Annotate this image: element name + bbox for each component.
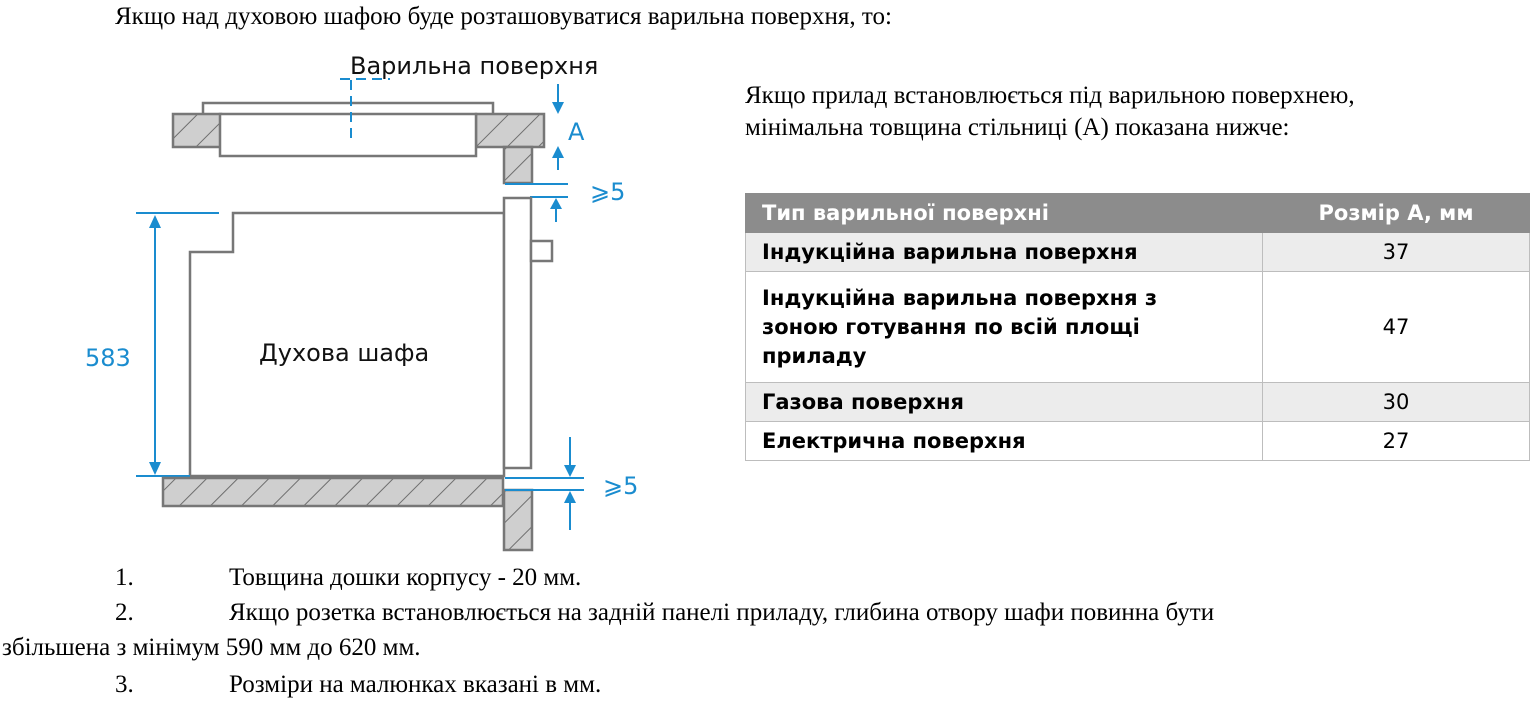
dim-gap-bottom-arrow-bottom: [564, 491, 576, 503]
note-2-number: 2.: [115, 599, 134, 626]
table-row: [746, 383, 1530, 422]
note-2-continuation: збільшена з мінімум 590 мм до 620 мм.: [2, 634, 421, 661]
table-row: [746, 272, 1530, 383]
worktop-left: [173, 114, 221, 147]
table-cell-value: 30: [1263, 383, 1530, 422]
side-text-line-1: Якщо прилад встановлюється під варильною поверхнею,: [745, 82, 1355, 109]
table-cell-type: [746, 272, 1263, 383]
hob-thickness-table: [745, 193, 1530, 461]
table-header-size: Розмір A, мм: [1263, 194, 1530, 233]
hob-label: Варильна поверхня: [350, 52, 599, 80]
side-text-line-2: мінімальна товщина стільниці (А) показана нижче:: [745, 114, 1290, 141]
dim-height-arrow-top: [149, 215, 161, 228]
type-line: Індукційна варильна поверхня: [762, 239, 1138, 264]
note-2-text: Якщо розетка встановлюється на задній панелі приладу, глибина отвору шафи повинна бути: [229, 599, 1215, 626]
bottom-shelf: [163, 478, 503, 506]
table-cell-value: 27: [1263, 422, 1530, 461]
table-header-row: [746, 194, 1530, 233]
cabinet-side-top: [504, 147, 532, 183]
installation-diagram: [0, 0, 700, 560]
dim-gap-top-arrow: [550, 198, 562, 209]
oven-door: [504, 198, 531, 468]
type-line: Електрична поверхня: [762, 428, 1026, 453]
dim-a-arrow-top: [552, 102, 564, 114]
table-cell-value: 37: [1263, 233, 1530, 272]
type-line: зоною готування по всій площі: [762, 314, 1140, 339]
note-1-number: 1.: [115, 564, 134, 591]
dim-height-label: 583: [85, 344, 131, 372]
dim-a-arrow-bottom: [552, 146, 564, 158]
note-3-number: 3.: [115, 671, 134, 698]
type-line: Індукційна варильна поверхня з: [762, 285, 1158, 310]
hob-body: [220, 114, 476, 156]
dim-gap-bottom-arrow-top: [564, 465, 576, 477]
table-cell-type: [746, 233, 1263, 272]
note-3-text: Розміри на малюнках вказані в мм.: [229, 671, 602, 698]
oven-handle: [531, 241, 552, 261]
oven-label: Духова шафа: [259, 339, 430, 367]
table-cell-type: [746, 383, 1263, 422]
dim-gap-top-label: ⩾5: [590, 178, 626, 206]
side-text: [745, 80, 1355, 144]
table-cell-type: [746, 422, 1263, 461]
table-header-type: Тип варильної поверхні: [746, 194, 1263, 233]
table-row: [746, 422, 1530, 461]
table-cell-value: 47: [1263, 272, 1530, 383]
cabinet-side-bottom: [504, 490, 532, 550]
note-1-text: Товщина дошки корпусу - 20 мм.: [229, 564, 582, 591]
worktop-right: [476, 114, 544, 147]
dim-height-arrow-bottom: [149, 462, 161, 475]
table-row: [746, 233, 1530, 272]
intro-text: Якщо над духовою шафою буде розташовуватися варильна поверхня, то:: [115, 3, 892, 30]
type-line: приладу: [762, 343, 867, 368]
type-line: Газова поверхня: [762, 389, 964, 414]
dim-a-label: A: [568, 118, 585, 146]
dim-gap-bottom-label: ⩾5: [603, 472, 639, 500]
